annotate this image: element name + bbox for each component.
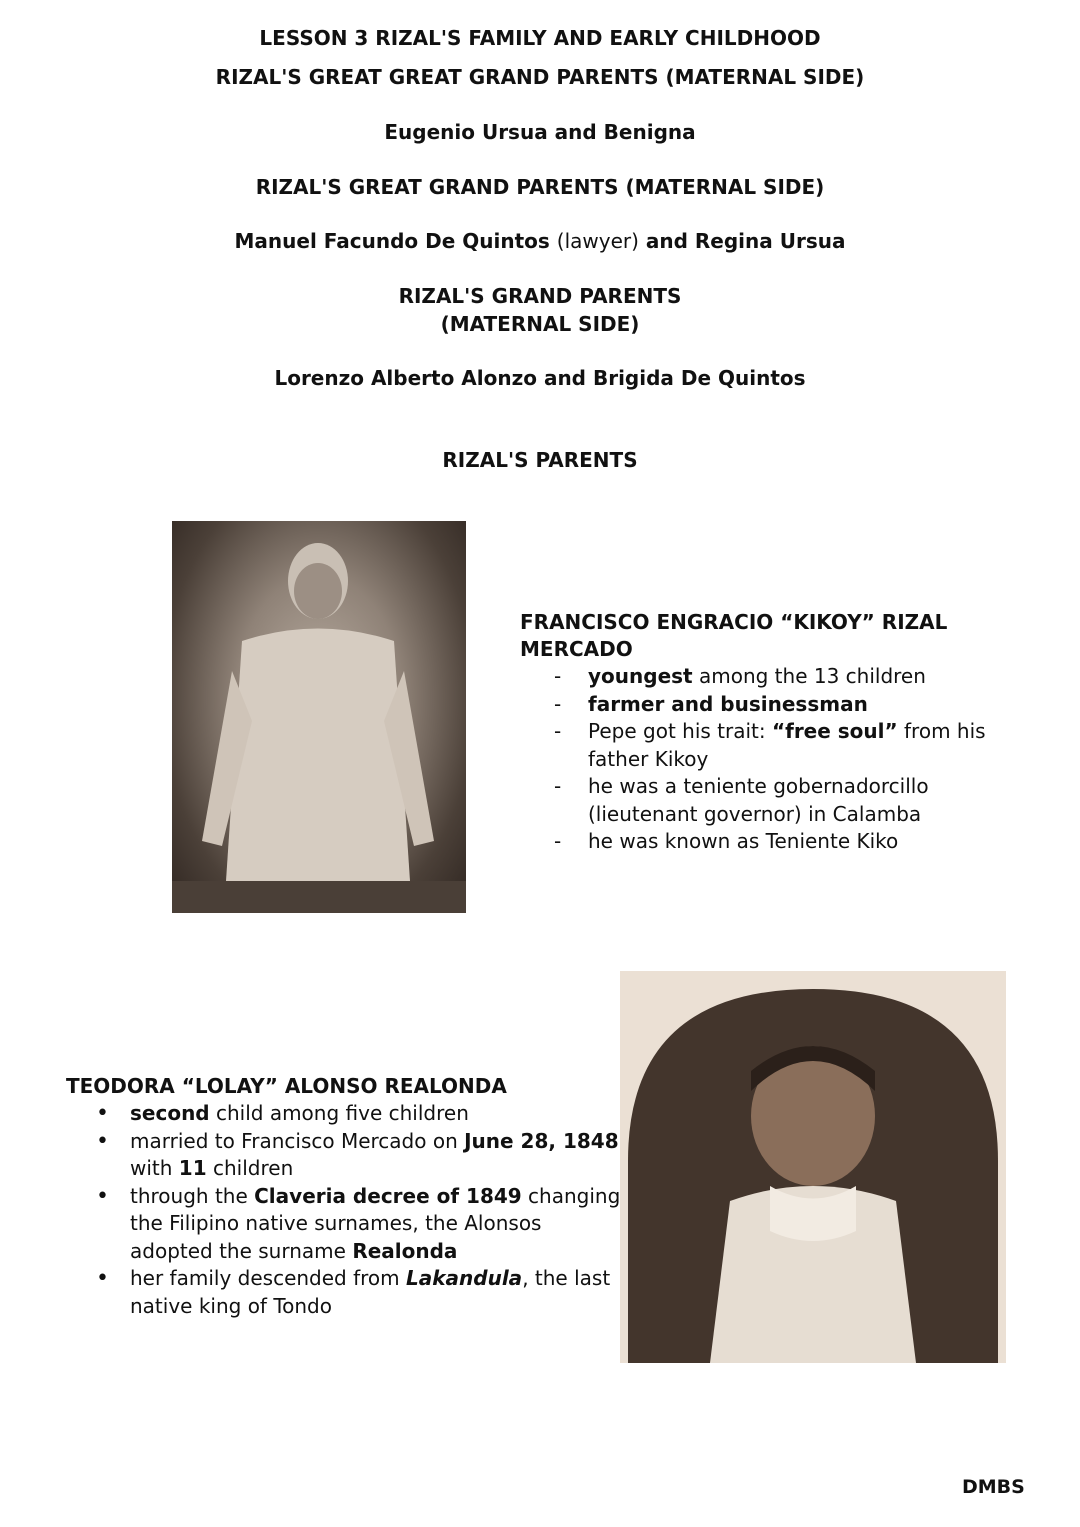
list-item: - Pepe got his trait: “free soul” from his father Kikoy: [588, 718, 1040, 773]
teodora-bullets: [66, 1100, 626, 1320]
grandparents-heading: RIZAL'S GRAND PARENTS: [398, 284, 682, 308]
footer-initials: DMBS: [962, 1476, 1025, 1498]
great-great-grandparents-names: Eugenio Ursua and Benigna: [384, 120, 696, 144]
teodora-photo: [620, 971, 1006, 1363]
list-item: - farmer and businessman: [588, 691, 1040, 719]
teodora-title: TEODORA “LOLAY” ALONSO REALONDA: [66, 1074, 507, 1098]
teodora-section: [66, 1073, 626, 1320]
great-grandparents-heading: RIZAL'S GREAT GRAND PARENTS (MATERNAL SIDE): [255, 175, 825, 199]
grandparents-names: Lorenzo Alberto Alonzo and Brigida De Quintos: [274, 366, 806, 390]
francisco-title: FRANCISCO ENGRACIO “KIKOY” RIZAL MERCADO: [520, 610, 948, 661]
great-grandparents-names: Manuel Facundo De Quintos (lawyer) and Regina Ursua: [234, 229, 846, 253]
lesson-title: LESSON 3 RIZAL'S FAMILY AND EARLY CHILDHOOD: [259, 26, 821, 50]
parents-heading: RIZAL'S PARENTS: [442, 448, 638, 472]
great-great-grandparents-heading: RIZAL'S GREAT GREAT GRAND PARENTS (MATERNAL SIDE): [215, 65, 865, 89]
grandparents-heading-side: (MATERNAL SIDE): [440, 312, 640, 336]
list-item: • married to Francisco Mercado on June 28, 1848 with 11 children: [130, 1128, 626, 1183]
teodora-portrait-illustration: [620, 971, 1006, 1363]
list-item: - youngest among the 13 children: [588, 663, 1040, 691]
list-item: • her family descended from Lakandula, the last native king of Tondo: [130, 1265, 626, 1320]
francisco-photo: [172, 521, 466, 913]
francisco-bullets: [520, 663, 1040, 856]
list-item: • through the Claveria decree of 1849 changing the Filipino native surnames, the Alonsos adopted the surname Realonda: [130, 1183, 626, 1266]
list-item: - he was known as Teniente Kiko: [588, 828, 1040, 856]
list-item: • second child among five children: [130, 1100, 626, 1128]
francisco-section: [520, 609, 1040, 856]
francisco-portrait-illustration: [172, 521, 466, 913]
list-item: - he was a teniente gobernadorcillo (lieutenant governor) in Calamba: [588, 773, 1040, 828]
